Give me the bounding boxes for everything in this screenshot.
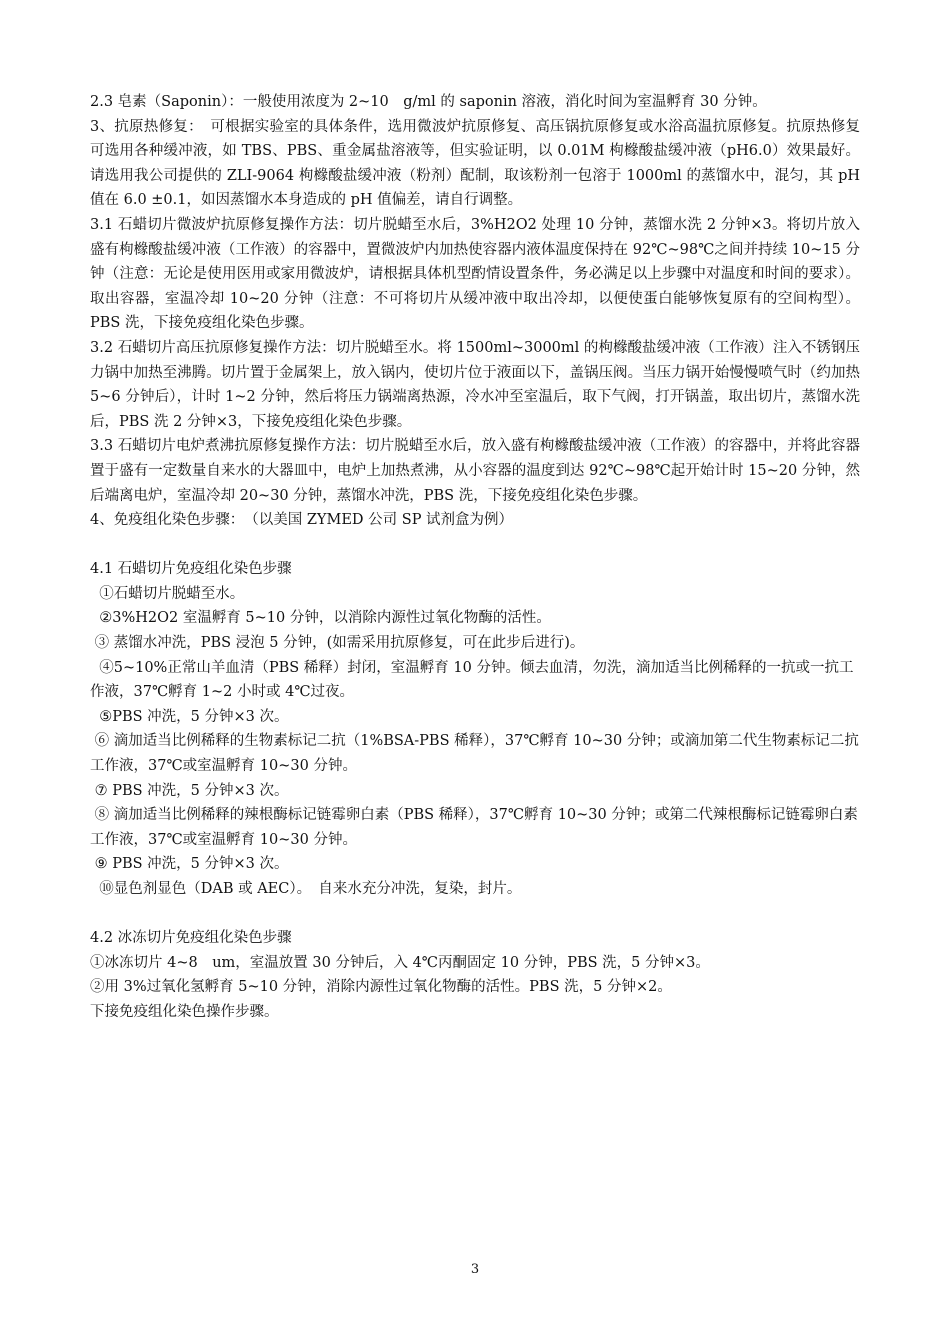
section-heading-paraffin: 4.1 石蜡切片免疫组化染色步骤: [90, 561, 292, 578]
paragraph-pressure-cooker-method: 3.2 石蜡切片高压抗原修复操作方法：切片脱蜡至水。将 1500ml~3000ml 的枸橼酸盐缓冲液（工作液）注入不锈钢压力锅中加热至沸腾。切片置于金属架上，放入锅内，使切片位于液面以下，盖锅压阀。当压力锅开始慢慢喷气时（约加热 5~6 分钟后），计时 1~2 分钟，然后将压力锅端离热源，冷水冲至室温后，取下气阀，打开锅盖，取出切片，蒸馏水洗后，PBS 洗 2 分钟×3，下接免疫组化染色步骤。: [90, 339, 860, 430]
section-heading-frozen: 4.2 冰冻切片免疫组化染色步骤: [90, 930, 292, 947]
list-item: 下接免疫组化染色操作步骤。: [90, 1003, 279, 1020]
list-item: ⑦ PBS 冲洗，5 分钟×3 次。: [90, 782, 289, 799]
list-item: ⑤PBS 冲洗，5 分钟×3 次。: [90, 708, 289, 725]
page-number: 3: [470, 1262, 480, 1277]
blank-line: [90, 533, 860, 558]
list-item: ⑨ PBS 冲洗，5 分钟×3 次。: [90, 856, 289, 873]
list-item: ⑧ 滴加适当比例稀释的辣根酶标记链霉卵白素（PBS 稀释），37℃孵育 10~30 分钟；或第二代辣根酶标记链霉卵白素工作液，37℃或室温孵育 10~30 分钟。: [90, 807, 858, 848]
list-item: ②用 3%过氧化氢孵育 5~10 分钟，消除内源性过氧化物酶的活性。PBS 洗，5 分钟×2。: [90, 979, 672, 996]
document-body: [90, 90, 860, 1025]
paragraph-saponin: 2.3 皂素（Saponin）：一般使用浓度为 2~10 g/ml 的 saponin 溶液，消化时间为室温孵育 30 分钟。: [90, 94, 767, 110]
paragraph-staining-steps-intro: 4、免疫组化染色步骤： （以美国 ZYMED 公司 SP 试剂盒为例）: [90, 512, 514, 529]
paragraph-microwave-method: 3.1 石蜡切片微波炉抗原修复操作方法：切片脱蜡至水后，3%H2O2 处理 10 分钟，蒸馏水洗 2 分钟×3。将切片放入盛有枸橼酸盐缓冲液（工作液）的容器中，置微波炉内加热使容器内液体温度保持在 92℃~98℃之间并持续 10~15 分钟（注意：无论是使用医用或家用微波炉，请根据具体机型酌情设置条件，务必满足以上步骤中对温度和时间的要求）。取出容器，室温冷却 10~20 分钟（注意：不可将切片从缓冲液中取出冷却，以便使蛋白能够恢复原有的空间构型）。PBS 洗，下接免疫组化染色步骤。: [90, 216, 860, 332]
list-item: ①石蜡切片脱蜡至水。: [90, 585, 245, 602]
list-item: ②3%H2O2 室温孵育 5~10 分钟，以消除内源性过氧化物酶的活性。: [90, 610, 551, 627]
paragraph-electric-stove-method: 3.3 石蜡切片电炉煮沸抗原修复操作方法：切片脱蜡至水后，放入盛有枸橼酸盐缓冲液（工作液）的容器中，并将此容器置于盛有一定数量自来水的大器皿中，电炉上加热煮沸，从小容器的温度到达 92℃~98℃起开始计时 15~20 分钟，然后端离电炉，室温冷却 20~30 分钟，蒸馏水冲洗，PBS 洗，下接免疫组化染色步骤。: [90, 438, 860, 504]
list-item: ⑩显色剂显色（DAB 或 AEC）。 自来水充分冲洗，复染，封片。: [90, 881, 522, 897]
list-item: ①冰冻切片 4~8 um，室温放置 30 分钟后，入 4℃丙酮固定 10 分钟，PBS 洗，5 分钟×3。: [90, 954, 710, 971]
list-item: ⑥ 滴加适当比例稀释的生物素标记二抗（1%BSA-PBS 稀释），37℃孵育 10~30 分钟；或滴加第二代生物素标记二抗工作液，37℃或室温孵育 10~30 分钟。: [90, 733, 859, 775]
blank-line: [90, 902, 860, 927]
paragraph-antigen-retrieval: 3、抗原热修复： 可根据实验室的具体条件，选用微波炉抗原修复、高压锅抗原修复或水浴高温抗原修复。抗原热修复可选用各种缓冲液，如 TBS、PBS、重金属盐溶液等，但实验证明，以 0.01M 枸橼酸盐缓冲液（pH6.0）效果最好。请选用我公司提供的 ZLI-9064 枸橼酸盐缓冲液（粉剂）配制，取该粉剂一包溶于 1000ml 的蒸馏水中，混匀，其 pH 值在 6.0 ±0.1，如因蒸馏水本身造成的 pH 值偏差，请自行调整。: [90, 118, 860, 209]
list-item: ④5~10%正常山羊血清（PBS 稀释）封闭，室温孵育 10 分钟。倾去血清，勿洗，滴加适当比例稀释的一抗或一抗工作液，37℃孵育 1~2 小时或 4℃过夜。: [90, 659, 854, 701]
list-item: ③ 蒸馏水冲洗，PBS 浸泡 5 分钟，(如需采用抗原修复，可在此步后进行)。: [90, 635, 585, 652]
